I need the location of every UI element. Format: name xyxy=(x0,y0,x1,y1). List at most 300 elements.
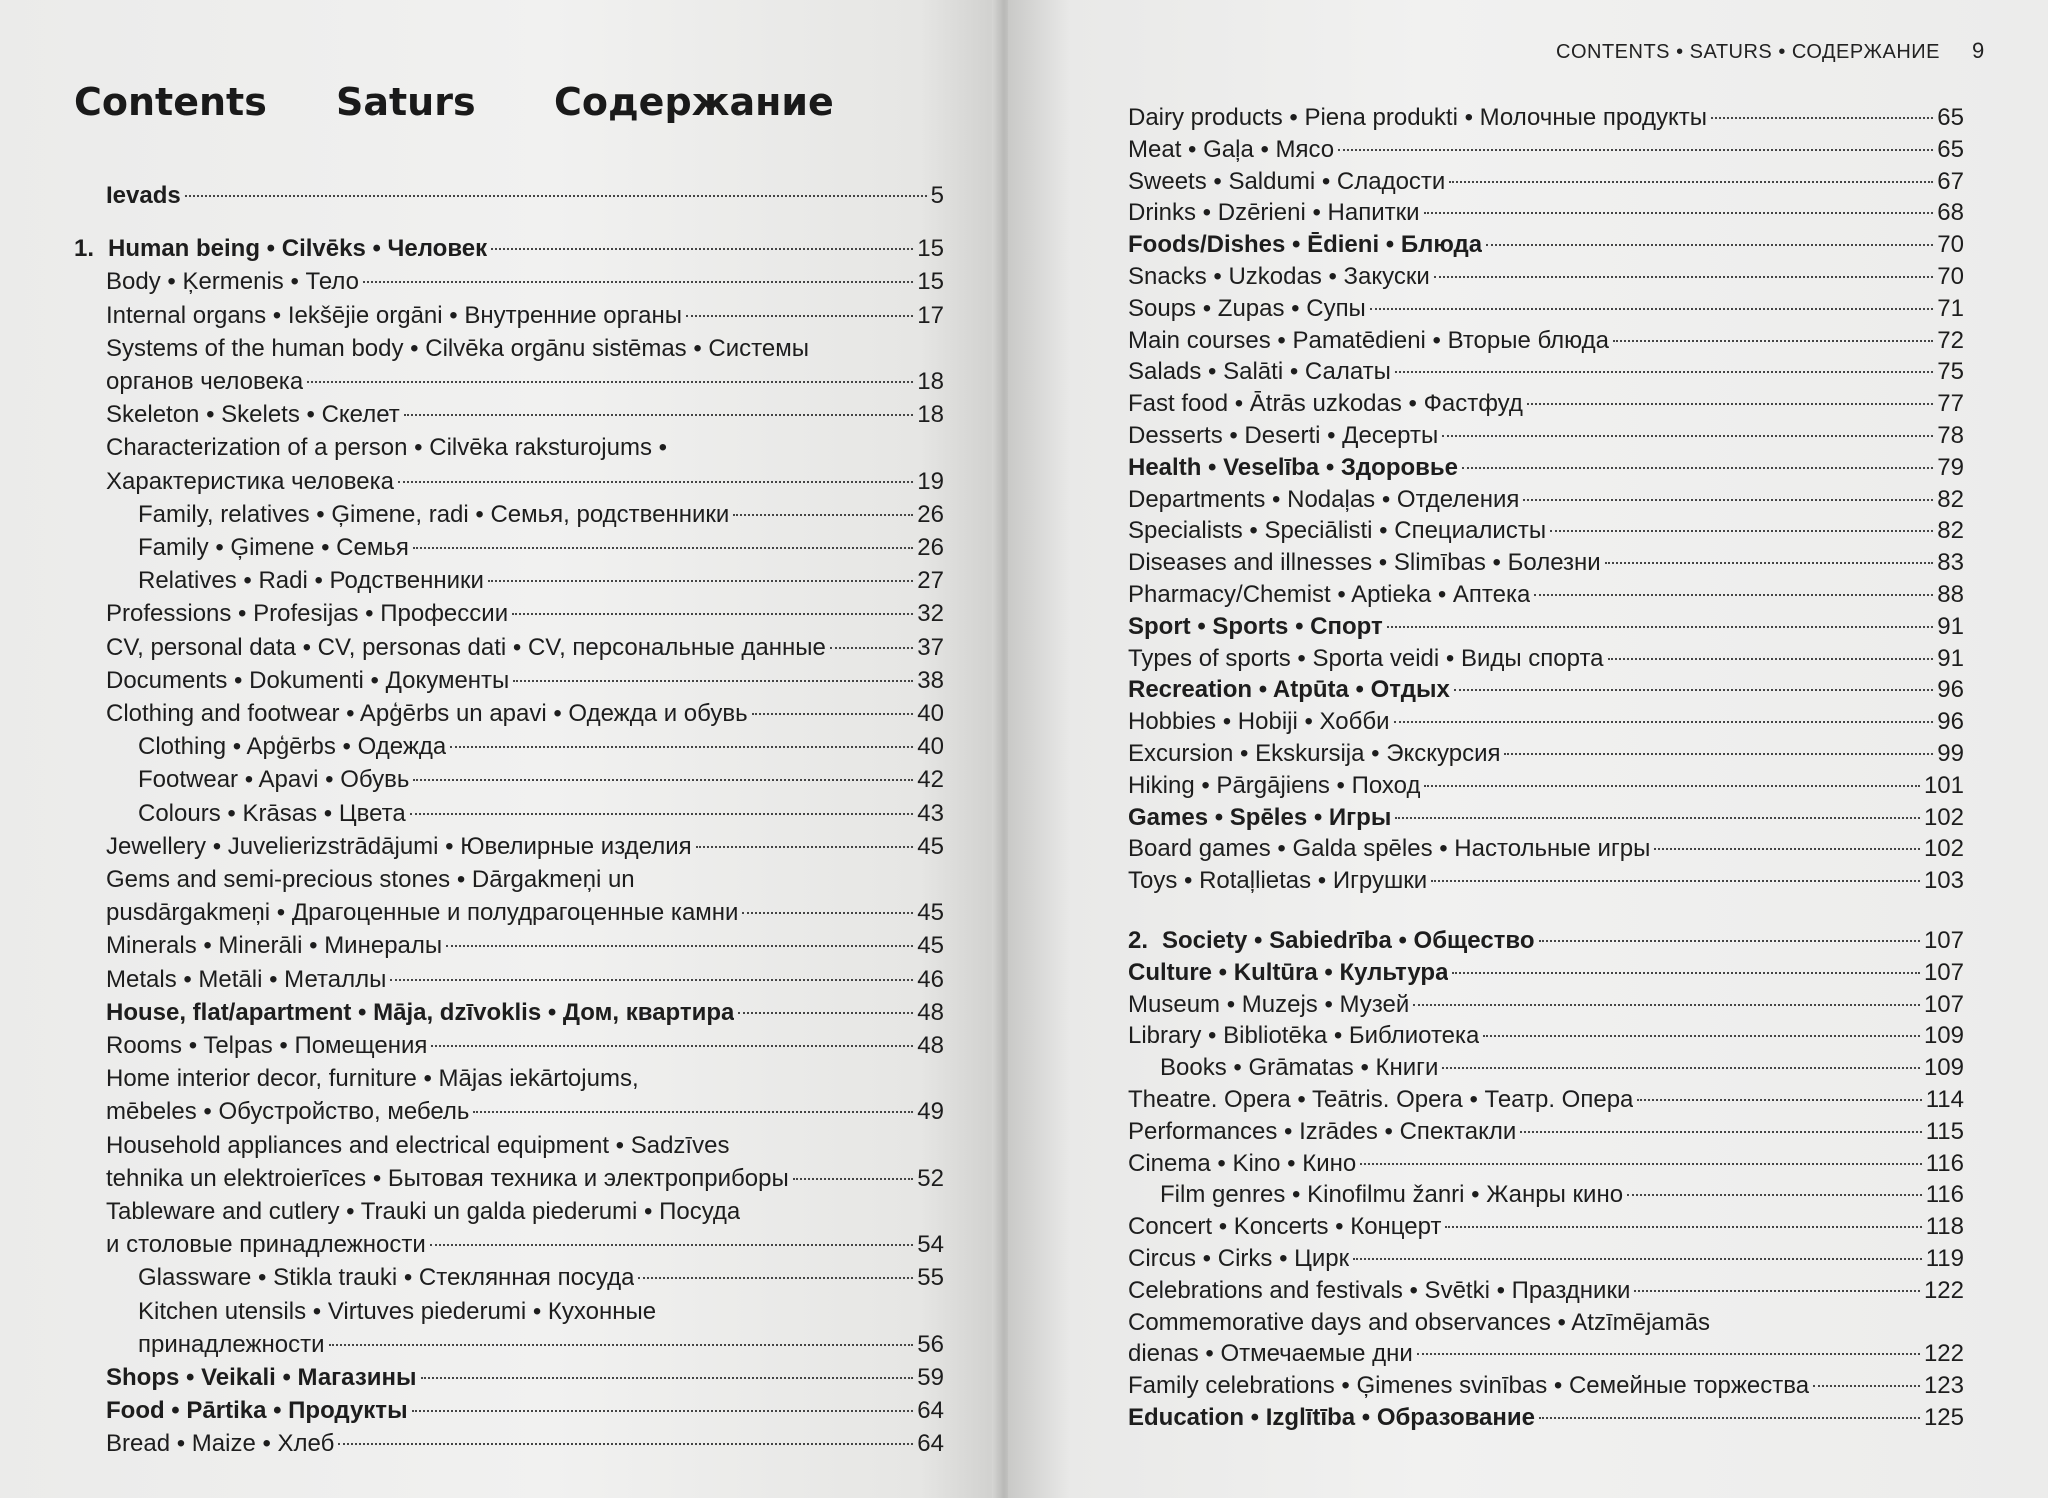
toc-entry[interactable] xyxy=(1128,579,1964,611)
toc-page-number: 103 xyxy=(1923,867,1964,895)
toc-page-number: 27 xyxy=(917,567,944,595)
toc-entry[interactable] xyxy=(106,1096,944,1128)
toc-entry-title: Desserts • Deserti • Десерты xyxy=(1128,422,1439,449)
toc-entry-title: Foods/Dishes • Ēdieni • Блюда xyxy=(1128,231,1483,259)
toc-entry-title: Types of sports • Sporta veidi • Виды спорта xyxy=(1128,644,1604,672)
dot-leader xyxy=(742,912,913,914)
toc-entry[interactable] xyxy=(1128,833,1964,865)
toc-entry-title: Systems of the human body • Cilvēka orgānu sistēmas • Системы xyxy=(106,334,809,362)
toc-entry-title: Family celebrations • Ģimenes svinības • Семейные торжества xyxy=(1128,1372,1810,1400)
toc-entry-title: Meat • Gaļa • Мясо xyxy=(1128,135,1335,163)
toc-entry-title: Diseases and illnesses • Slimības • Болезни xyxy=(1128,549,1601,577)
toc-page-number: 72 xyxy=(1937,326,1964,354)
toc-page-number: 18 xyxy=(917,368,944,395)
toc-entry-title: Human being • Cilvēks • Человек xyxy=(108,235,488,263)
dot-leader xyxy=(1431,880,1920,882)
toc-entry-title: Food • Pārtika • Продукты xyxy=(106,1397,408,1425)
toc-page-number: 65 xyxy=(1937,104,1964,131)
toc-page-number: 102 xyxy=(1923,835,1964,863)
toc-page-number: 102 xyxy=(1923,803,1964,831)
dot-leader xyxy=(185,195,927,197)
toc-entry-title: Documents • Dokumenti • Документы xyxy=(106,666,510,694)
toc-entry[interactable] xyxy=(1128,388,1964,420)
toc-entry-title: Library • Bibliotēka • Библиотека xyxy=(1128,1022,1480,1050)
toc-page-number: 64 xyxy=(917,1430,944,1458)
toc-page-number: 122 xyxy=(1923,1276,1964,1304)
dot-leader xyxy=(1462,467,1933,469)
toc-page-number: 78 xyxy=(1937,422,1964,449)
toc-page-number: 55 xyxy=(917,1264,944,1292)
dot-leader xyxy=(1539,940,1920,942)
toc-entry[interactable] xyxy=(1128,925,1964,957)
toc-entry-title: Hobbies • Hobiji • Хобби xyxy=(1128,708,1390,736)
toc-entry-title: Skeleton • Skelets • Скелет xyxy=(106,401,400,429)
toc-entry[interactable] xyxy=(138,798,944,830)
dot-leader xyxy=(421,1377,914,1379)
toc-entry[interactable] xyxy=(106,1063,944,1095)
toc-page-number: 64 xyxy=(917,1397,944,1425)
dot-leader xyxy=(738,1012,913,1014)
toc-entry[interactable] xyxy=(1128,1338,1964,1370)
toc-page-number: 43 xyxy=(917,799,944,827)
dot-leader xyxy=(404,414,914,416)
dot-leader xyxy=(1387,626,1934,628)
dot-leader xyxy=(307,381,913,383)
toc-page-number: 18 xyxy=(917,401,944,429)
toc-page-number: 37 xyxy=(917,633,944,661)
toc-entry[interactable] xyxy=(106,1130,944,1162)
toc-entry[interactable] xyxy=(106,1428,944,1460)
toc-entry[interactable] xyxy=(106,964,944,996)
toc-entry-title: House, flat/apartment • Māja, dzīvoklis • Дом, квартира xyxy=(106,998,735,1026)
toc-entry-title: pusdārgakmeņi • Драгоценные и полудрагоценные камни xyxy=(106,899,739,927)
toc-entry[interactable] xyxy=(1128,865,1964,897)
dot-leader xyxy=(1608,658,1934,660)
bullet-icon: • xyxy=(1676,41,1690,63)
toc-entry-title: Concert • Koncerts • Концерт xyxy=(1128,1213,1442,1241)
toc-entry-title: Health • Veselība • Здоровье xyxy=(1128,453,1458,481)
toc-entry[interactable] xyxy=(138,499,944,531)
dot-leader xyxy=(1395,817,1920,819)
dot-leader xyxy=(1813,1385,1920,1387)
toc-entry[interactable] xyxy=(106,1229,944,1261)
toc-entry-title: Main courses • Pamatēdieni • Вторые блюда xyxy=(1128,326,1610,354)
toc-entry-title: Gems and semi-precious stones • Dārgakmeņi un xyxy=(106,866,635,893)
toc-entry[interactable] xyxy=(1128,802,1964,834)
toc-entry[interactable] xyxy=(138,565,944,597)
toc-entry[interactable] xyxy=(1128,1116,1964,1148)
toc-page-number: 116 xyxy=(1925,1149,1964,1177)
toc-page-number: 26 xyxy=(917,534,944,561)
toc-entry[interactable] xyxy=(106,432,944,464)
toc-entry[interactable] xyxy=(138,764,944,796)
toc-entry[interactable] xyxy=(1128,738,1964,770)
dot-leader xyxy=(1637,1099,1921,1101)
dot-leader xyxy=(412,1410,914,1412)
toc-entry-title: Colours • Krāsas • Цвета xyxy=(138,799,406,827)
toc-entry-title: Sport • Sports • Спорт xyxy=(1128,612,1383,640)
toc-entry[interactable] xyxy=(106,698,944,730)
toc-entry[interactable] xyxy=(106,1196,944,1228)
header-soderzhanie: СОДЕРЖАНИЕ xyxy=(1791,41,1940,63)
toc-page-number: 49 xyxy=(917,1098,944,1126)
toc-entry-title: Internal organs • Iekšējie orgāni • Внутренние органы xyxy=(106,301,682,329)
toc-entry[interactable] xyxy=(106,300,944,332)
toc-entry-title: dienas • Отмечаемые дни xyxy=(1128,1340,1413,1368)
toc-entry[interactable] xyxy=(1128,356,1964,388)
dot-leader xyxy=(363,281,913,283)
toc-page-number: 5 xyxy=(930,182,944,209)
toc-entry-title: Drinks • Dzērieni • Напитки xyxy=(1128,199,1420,227)
dot-leader xyxy=(413,779,913,781)
header-contents: CONTENTS xyxy=(1556,41,1670,63)
dot-leader xyxy=(1424,212,1934,214)
toc-entry[interactable] xyxy=(106,864,944,896)
toc-entry[interactable] xyxy=(1128,515,1964,547)
toc-page-number: 70 xyxy=(1937,263,1964,290)
dot-leader xyxy=(1520,1131,1921,1133)
dot-leader xyxy=(1394,721,1934,723)
toc-entry[interactable] xyxy=(1128,102,1964,134)
toc-entry-title: Sweets • Saldumi • Сладости xyxy=(1128,167,1446,195)
dot-leader xyxy=(1613,340,1933,342)
toc-entry[interactable] xyxy=(1128,420,1964,452)
toc-entry[interactable] xyxy=(1128,197,1964,229)
toc-page-number: 68 xyxy=(1937,199,1964,227)
toc-entry[interactable] xyxy=(106,333,944,365)
toc-page-number: 17 xyxy=(917,301,944,329)
dot-leader xyxy=(338,1443,913,1445)
toc-entry[interactable] xyxy=(1128,770,1964,802)
toc-entry-title: CV, personal data • CV, personas dati • CV, персональные данные xyxy=(106,633,826,661)
dot-leader xyxy=(1523,499,1933,501)
dot-leader xyxy=(752,713,914,715)
toc-entry-title: органов человека xyxy=(106,368,304,395)
toc-entry[interactable] xyxy=(106,266,944,298)
toc-entry[interactable] xyxy=(1160,1052,1964,1084)
toc-entry-title: Pharmacy/Chemist • Aptieka • Аптека xyxy=(1128,581,1531,608)
toc-entry-title: Glassware • Stikla trauki • Стеклянная посуда xyxy=(138,1264,635,1292)
toc-page-number: 52 xyxy=(917,1164,944,1192)
dot-leader xyxy=(329,1344,914,1346)
toc-page-number: 15 xyxy=(917,268,944,296)
toc-entry[interactable] xyxy=(1128,452,1964,484)
toc-page-number: 19 xyxy=(917,467,944,495)
toc-page-number: 88 xyxy=(1937,581,1964,608)
dot-leader xyxy=(473,1111,913,1113)
toc-entry[interactable] xyxy=(106,399,944,431)
dot-leader xyxy=(1452,972,1920,974)
toc-entry[interactable] xyxy=(1128,706,1964,738)
toc-entry[interactable] xyxy=(1128,1211,1964,1243)
dot-leader xyxy=(1424,785,1920,787)
toc-entry-title: Cinema • Kino • Кино xyxy=(1128,1149,1357,1177)
toc-page-number: 123 xyxy=(1923,1372,1964,1400)
toc-entry[interactable] xyxy=(106,1395,944,1427)
title-lv: Saturs xyxy=(336,80,476,124)
dot-leader xyxy=(1417,1353,1920,1355)
section-number: 2. xyxy=(1128,927,1149,954)
section-number: 1. xyxy=(74,235,95,263)
toc-entry-title: Jewellery • Juvelierizstrādājumi • Ювелирные изделия xyxy=(106,832,692,860)
toc-entry-title: и столовые принадлежности xyxy=(106,1231,426,1259)
toc-entry-title: Shops • Veikali • Магазины xyxy=(106,1364,417,1391)
toc-entry-title: Clothing • Apģērbs • Одежда xyxy=(138,733,447,761)
dot-leader xyxy=(1360,1163,1922,1165)
toc-page-number: 56 xyxy=(917,1330,944,1358)
toc-entry-title: Society • Sabiedrība • Общество xyxy=(1162,927,1535,954)
toc-entry-title: Характеристика человека xyxy=(106,467,394,495)
toc-entry[interactable] xyxy=(106,897,944,929)
toc-page-number: 40 xyxy=(917,700,944,727)
dot-leader xyxy=(1534,594,1933,596)
toc-entry-title: Departments • Nodaļas • Отделения xyxy=(1128,485,1520,513)
dot-leader xyxy=(491,248,913,250)
dot-leader xyxy=(1445,1226,1921,1228)
toc-page-number: 83 xyxy=(1937,549,1964,577)
toc-entry[interactable] xyxy=(1128,1307,1964,1339)
toc-entry[interactable] xyxy=(1128,1275,1964,1307)
toc-page-number: 65 xyxy=(1937,135,1964,163)
toc-entry[interactable] xyxy=(138,1329,944,1361)
toc-entry-title: принадлежности xyxy=(138,1330,325,1358)
toc-entry[interactable] xyxy=(1128,166,1964,198)
toc-entry[interactable] xyxy=(1128,674,1964,706)
toc-page-number: 26 xyxy=(917,500,944,528)
toc-page-number: 70 xyxy=(1937,231,1964,259)
toc-entry-title: Body • Ķermenis • Тело xyxy=(106,268,360,296)
dot-leader xyxy=(1449,181,1933,183)
dot-leader xyxy=(1634,1290,1920,1292)
toc-entry[interactable] xyxy=(1128,989,1964,1021)
toc-entry[interactable] xyxy=(1128,611,1964,643)
dot-leader xyxy=(431,1045,913,1047)
toc-entry[interactable] xyxy=(1128,484,1964,516)
toc-entry[interactable] xyxy=(106,1362,944,1394)
header-saturs: SATURS xyxy=(1689,41,1773,63)
dot-leader xyxy=(830,647,913,649)
toc-entry-title: Dairy products • Piena produkti • Молочные продукты xyxy=(1128,104,1708,131)
toc-page-number: 119 xyxy=(1925,1245,1964,1272)
toc-entry[interactable] xyxy=(138,1262,944,1294)
toc-entry[interactable] xyxy=(1128,134,1964,166)
toc-entry-title: Books • Grāmatas • Книги xyxy=(1160,1054,1439,1082)
toc-entry-title: Clothing and footwear • Apģērbs un apavi • Одежда и обувь xyxy=(106,700,748,727)
toc-page-number: 48 xyxy=(917,1032,944,1059)
toc-entry-title: Fast food • Ātrās uzkodas • Фастфуд xyxy=(1128,390,1523,418)
toc-page-number: 82 xyxy=(1937,517,1964,545)
dot-leader xyxy=(1654,848,1920,850)
toc-entry-title: Salads • Salāti • Салаты xyxy=(1128,358,1391,386)
toc-entry[interactable] xyxy=(106,665,944,697)
dot-leader xyxy=(1486,244,1933,246)
toc-entry-title: Games • Spēles • Игры xyxy=(1128,803,1392,831)
toc-page-number: 79 xyxy=(1937,453,1964,481)
toc-entry[interactable] xyxy=(106,598,944,630)
toc-entry-title: Household appliances and electrical equipment • Sadzīves xyxy=(106,1131,730,1159)
toc-entry[interactable] xyxy=(1128,1020,1964,1052)
toc-entry[interactable] xyxy=(138,1296,944,1328)
toc-entry-title: Soups • Zupas • Супы xyxy=(1128,294,1366,322)
toc-entry-title: Ievads xyxy=(106,182,181,209)
toc-entry[interactable] xyxy=(1128,229,1964,261)
toc-entry-title: Characterization of a person • Cilvēka raksturojums • xyxy=(106,434,668,462)
dot-leader xyxy=(1454,689,1934,691)
dot-leader xyxy=(686,315,913,317)
running-header xyxy=(1556,38,1985,64)
toc-page-number: 107 xyxy=(1923,927,1964,954)
toc-page-number: 96 xyxy=(1937,708,1964,736)
toc-entry-title: Specialists • Speciālisti • Специалисты xyxy=(1128,517,1547,545)
toc-entry-title: Metals • Metāli • Металлы xyxy=(106,965,387,993)
toc-entry[interactable] xyxy=(1128,1084,1964,1116)
toc-page-number: 15 xyxy=(917,235,944,263)
dot-leader xyxy=(638,1277,913,1279)
toc-page-number: 45 xyxy=(917,832,944,860)
toc-page-number: 67 xyxy=(1937,167,1964,195)
toc-page-number: 71 xyxy=(1937,294,1964,322)
toc-entry[interactable] xyxy=(1128,1370,1964,1402)
dot-leader xyxy=(450,746,913,748)
dot-leader xyxy=(430,1244,914,1246)
toc-page-number: 109 xyxy=(1923,1022,1964,1050)
toc-entry-title: Family • Ģimene • Семья xyxy=(138,534,409,561)
toc-entry-title: Family, relatives • Ģimene, radi • Семья, родственники xyxy=(138,500,730,528)
toc-page-number: 46 xyxy=(917,965,944,993)
toc-page-number: 109 xyxy=(1923,1054,1964,1082)
dot-leader xyxy=(1338,149,1933,151)
toc-entry-title: Footwear • Apavi • Обувь xyxy=(138,766,410,794)
toc-entry[interactable] xyxy=(106,997,944,1029)
toc-entry-title: Circus • Cirks • Цирк xyxy=(1128,1245,1350,1272)
toc-entry[interactable] xyxy=(74,233,944,265)
dot-leader xyxy=(410,813,914,815)
toc-entry-title: Rooms • Telpas • Помещения xyxy=(106,1032,428,1059)
toc-entry[interactable] xyxy=(138,532,944,564)
dot-leader xyxy=(696,846,914,848)
bullet-icon: • xyxy=(1778,41,1792,63)
toc-entry[interactable] xyxy=(1128,1402,1964,1434)
dot-leader xyxy=(1434,276,1933,278)
dot-leader xyxy=(1605,562,1934,564)
toc-page-number: 45 xyxy=(917,899,944,927)
toc-page-number: 125 xyxy=(1923,1404,1964,1431)
toc-entry-title: Performances • Izrādes • Спектакли xyxy=(1128,1117,1517,1145)
toc-page-number: 59 xyxy=(917,1364,944,1391)
contents-titles xyxy=(74,80,834,150)
toc-entry-title: Celebrations and festivals • Svētki • Праздники xyxy=(1128,1276,1631,1304)
toc-page-number: 32 xyxy=(917,600,944,628)
title-ru: Содержание xyxy=(554,80,834,124)
toc-entry[interactable] xyxy=(1128,643,1964,675)
toc-page-number: 122 xyxy=(1923,1340,1964,1368)
toc-page-number: 107 xyxy=(1923,990,1964,1018)
toc-entry[interactable] xyxy=(1128,261,1964,293)
toc-entry-title: Museum • Muzejs • Музей xyxy=(1128,990,1410,1018)
toc-entry-title: Tableware and cutlery • Trauki un galda piederumi • Посуда xyxy=(106,1198,741,1225)
toc-page-number: 40 xyxy=(917,733,944,761)
dot-leader xyxy=(513,680,913,682)
dot-leader xyxy=(1395,371,1933,373)
dot-leader xyxy=(1627,1194,1922,1196)
toc-entry[interactable] xyxy=(106,180,944,212)
toc-entry-title: Board games • Galda spēles • Настольные игры xyxy=(1128,835,1651,863)
toc-page-number: 91 xyxy=(1937,644,1964,672)
toc-entry[interactable] xyxy=(106,466,944,498)
toc-entry[interactable] xyxy=(1128,1243,1964,1275)
toc-page-number: 77 xyxy=(1937,390,1964,418)
toc-entry-title: Education • Izglītība • Образование xyxy=(1128,1404,1535,1431)
toc-entry-title: Professions • Profesijas • Профессии xyxy=(106,600,509,628)
toc-page-number: 48 xyxy=(917,998,944,1026)
toc-page-number: 99 xyxy=(1937,740,1964,767)
dot-leader xyxy=(1442,1067,1920,1069)
toc-page-number: 45 xyxy=(917,932,944,960)
toc-entry-title: Commemorative days and observances • Atzīmējamās xyxy=(1128,1308,1710,1336)
toc-entry[interactable] xyxy=(106,366,944,398)
toc-entry-title: Kitchen utensils • Virtuves piederumi • Кухонные xyxy=(138,1297,657,1325)
dot-leader xyxy=(488,580,913,582)
toc-entry[interactable] xyxy=(1128,325,1964,357)
toc-entry-title: Theatre. Opera • Teātris. Opera • Театр. Опера xyxy=(1128,1086,1634,1113)
toc-entry-title: Snacks • Uzkodas • Закуски xyxy=(1128,263,1430,290)
toc-entry[interactable] xyxy=(106,1030,944,1062)
toc-page-number: 118 xyxy=(1925,1213,1964,1241)
toc-page-number: 115 xyxy=(1925,1117,1964,1145)
toc-entry[interactable] xyxy=(106,632,944,664)
toc-page-number: 101 xyxy=(1923,771,1964,799)
dot-leader xyxy=(1370,308,1933,310)
dot-leader xyxy=(793,1178,914,1180)
toc-entry-title: Recreation • Atpūta • Отдых xyxy=(1128,676,1450,704)
page-number: 9 xyxy=(1972,38,1985,63)
toc-entry[interactable] xyxy=(106,1163,944,1195)
dot-leader xyxy=(733,514,913,516)
dot-leader xyxy=(446,945,913,947)
toc-entry-title: Home interior decor, furniture • Mājas iekārtojums, xyxy=(106,1065,639,1093)
toc-entry-title: Hiking • Pārgājiens • Поход xyxy=(1128,771,1421,799)
dot-leader xyxy=(390,979,913,981)
toc-entry[interactable] xyxy=(1128,957,1964,989)
toc-page-number: 96 xyxy=(1937,676,1964,704)
toc-entry[interactable] xyxy=(138,731,944,763)
toc-entry[interactable] xyxy=(1128,547,1964,579)
dot-leader xyxy=(1550,530,1933,532)
toc-page-number: 75 xyxy=(1937,358,1964,386)
dot-leader xyxy=(398,481,913,483)
dot-leader xyxy=(1527,403,1933,405)
dot-leader xyxy=(1504,753,1933,755)
toc-entry-title: Toys • Rotaļlietas • Игрушки xyxy=(1128,867,1428,895)
toc-entry[interactable] xyxy=(1128,293,1964,325)
toc-page-number: 54 xyxy=(917,1231,944,1259)
dot-leader xyxy=(413,547,913,549)
toc-page-number: 42 xyxy=(917,766,944,794)
dot-leader xyxy=(1483,1035,1920,1037)
toc-entry[interactable] xyxy=(106,930,944,962)
toc-entry[interactable] xyxy=(1160,1179,1964,1211)
toc-entry[interactable] xyxy=(106,831,944,863)
toc-entry[interactable] xyxy=(1128,1148,1964,1180)
dot-leader xyxy=(1442,435,1933,437)
toc-page-number: 91 xyxy=(1937,612,1964,640)
toc-entry-title: Relatives • Radi • Родственники xyxy=(138,567,484,595)
toc-entry-title: Excursion • Ekskursija • Экскурсия xyxy=(1128,740,1501,767)
toc-page-number: 82 xyxy=(1937,485,1964,513)
toc-entry-title: tehnika un elektroierīces • Бытовая техника и электроприборы xyxy=(106,1164,789,1192)
dot-leader xyxy=(1413,1004,1920,1006)
toc-entry-title: mēbeles • Обустройство, мебель xyxy=(106,1098,470,1126)
